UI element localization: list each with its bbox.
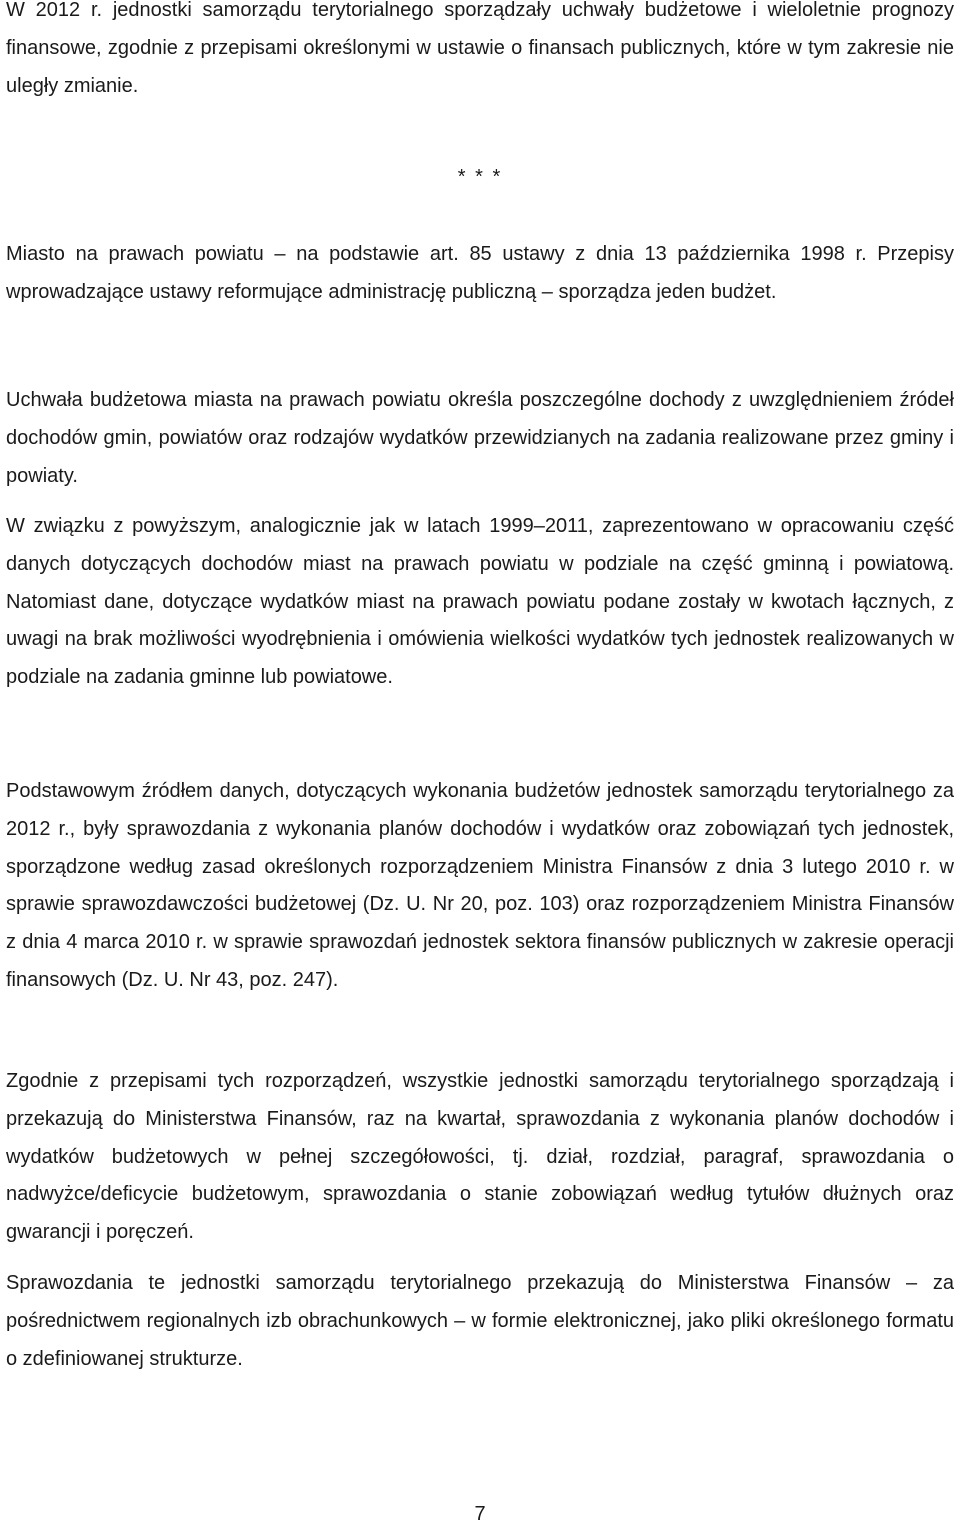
paragraph-budget-2012: W 2012 r. jednostki samorządu terytorialnego sporządzały uchwały budżetowe i wieloletnie prognozy finansowe, zgodnie z przepisami określonymi w ustawie o finansach publicznych, które w tym zakresie nie uległy zmianie. — [6, 0, 954, 97]
document-page — [6, 0, 954, 1529]
section-separator: * * * — [457, 166, 503, 188]
page-number: 7 — [474, 1503, 486, 1525]
paragraph-data-sources: Podstawowym źródłem danych, dotyczących wykonania budżetów jednostek samorządu terytorialnego za 2012 r., były sprawozdania z wykonania planów dochodów i wydatków oraz zobowiązań tych jednostek, sporządzone według zasad określonych rozporządzeniem Ministra Finansów z dnia 3 lutego 2010 r. w sprawie sprawozdawczości budżetowej (Dz. U. Nr 20, poz. 103) oraz rozporządzeniem Ministra Finansów z dnia 4 marca 2010 r. w sprawie sprawozdań jednostek sektora finansów publicznych w zakresie operacji finansowych (Dz. U. Nr 43, poz. 247). — [6, 780, 954, 991]
paragraph-data-presentation: W związku z powyższym, analogicznie jak w latach 1999–2011, zaprezentowano w opracowaniu część danych dotyczących dochodów miast na prawach powiatu w podziale na część gminną i powiatową. Natomiast dane, dotyczące wydatków miast na prawach powiatu podane zostały w kwotach łącznych, z uwagi na brak możliwości wyodrębnienia i omówienia wielkości wydatków tych jednostek realizowanych w podziale na zadania gminne lub powiatowe. — [6, 515, 954, 689]
paragraph-budget-resolution: Uchwała budżetowa miasta na prawach powiatu określa poszczególne dochody z uwzględnieniem źródeł dochodów gmin, powiatów oraz rodzajów wydatków przewidzianych na zadania realizowane przez gminy i powiaty. — [6, 389, 954, 487]
paragraph-city-county-budget: Miasto na prawach powiatu – na podstawie art. 85 ustawy z dnia 13 października 1998 r. Przepisy wprowadzające ustawy reformujące administrację publiczną – sporządza jeden budżet. — [6, 243, 954, 303]
paragraph-reporting-rules: Zgodnie z przepisami tych rozporządzeń, wszystkie jednostki samorządu terytorialnego sporządzają i przekazują do Ministerstwa Finansów, raz na kwartał, sprawozdania z wykonania planów dochodów i wydatków budżetowych w pełnej szczegółowości, tj. dział, rozdział, paragraf, sprawozdania o nadwyżce/deficycie budżetowym, sprawozdania o stanie zobowiązań według tytułów dłużnych oraz gwarancji i poręczeń. — [6, 1070, 954, 1244]
paragraph-reporting-channel: Sprawozdania te jednostki samorządu terytorialnego przekazują do Ministerstwa Finansów – za pośrednictwem regionalnych izb obrachunkowych – w formie elektronicznej, jako pliki określonego formatu o zdefiniowanej strukturze. — [6, 1272, 954, 1370]
